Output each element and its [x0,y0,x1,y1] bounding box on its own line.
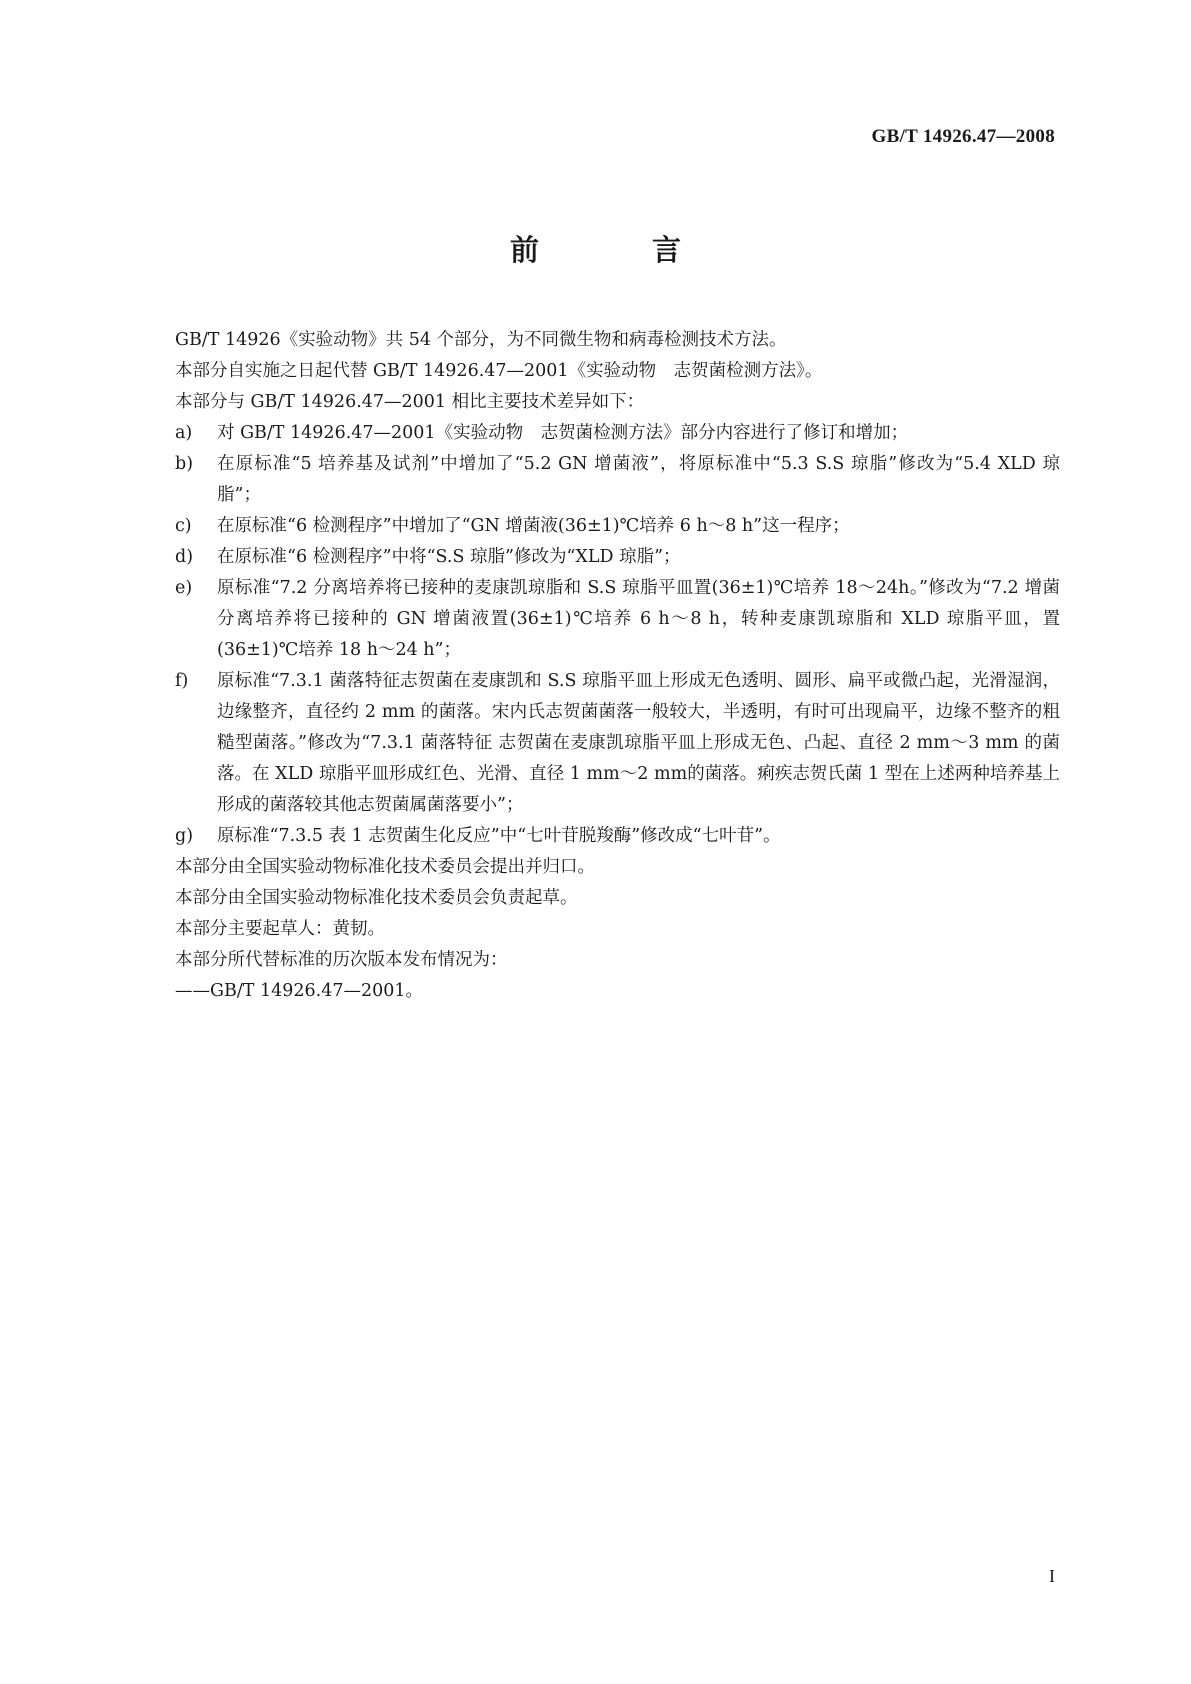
list-item-text: 对 GB/T 14926.47—2001《实验动物 志贺菌检测方法》部分内容进行了修订和增加； [217,423,909,443]
list-item-mark: g) [175,826,194,846]
intro-paragraph: 本部分自实施之日起代替 GB/T 14926.47—2001《实验动物 志贺菌检测方法》。 [175,361,823,381]
list-item-text: 在原标准“6 检测程序”中将“S.S 琼脂”修改为“XLD 琼脂”； [217,547,681,567]
list-item [175,418,1060,449]
list-item-mark: e) [175,578,193,598]
document-body [175,325,1060,1007]
list-item [175,573,1060,666]
list-item-text: 在原标准“5 培养基及试剂”中增加了“5.2 GN 增菌液”，将原标准中“5.3 S.S 琼脂”修改为“5.4 XLD 琼脂”； [217,454,1060,505]
list-item [175,666,1060,821]
page-number: I [1049,1566,1055,1586]
list-item [175,449,1060,511]
list-item-mark: d) [175,547,194,567]
page-title: 前 言 [509,233,723,267]
closing-paragraph: 本部分由全国实验动物标准化技术委员会负责起草。 [175,888,578,908]
list-item [175,821,1060,852]
list-item-mark: f) [175,671,189,691]
intro-paragraph: GB/T 14926《实验动物》共 54 个部分，为不同微生物和病毒检测技术方法。 [175,330,787,350]
list-item-mark: c) [175,516,192,536]
closing-paragraph: 本部分主要起草人：黄韧。 [175,919,385,939]
superseded-version: ——GB/T 14926.47—2001。 [175,981,424,1001]
list-item-text: 原标准“7.3.1 菌落特征志贺菌在麦康凯和 S.S 琼脂平皿上形成无色透明、圆形、扁平或微凸起，光滑湿润，边缘整齐，直径约 2 mm 的菌落。宋内氏志贺菌菌落一般较大，半透明，有时可出现扁平，边缘不整齐的粗糙型菌落。”修改为“7.3.1 菌落特征 志贺菌在麦康凯琼脂平皿上形成无色、凸起、直径 2 mm～3 mm 的菌落。在 XLD 琼脂平皿形成红色、光滑、直径 1 mm～2 mm的菌落。痢疾志贺氏菌 1 型在上述两种培养基上形成的菌落较其他志贺菌属菌落要小”； [217,671,1060,815]
list-item-text: 在原标准“6 检测程序”中增加了“GN 增菌液(36±1)℃培养 6 h～8 h”这一程序； [217,516,850,536]
list-item [175,511,1060,542]
standard-number: GB/T 14926.47—2008 [871,126,1055,147]
list-item-mark: b) [175,454,194,474]
intro-paragraph: 本部分与 GB/T 14926.47—2001 相比主要技术差异如下： [175,392,645,412]
closing-paragraph: 本部分由全国实验动物标准化技术委员会提出并归口。 [175,857,595,877]
list-item-text: 原标准“7.2 分离培养将已接种的麦康凯琼脂和 S.S 琼脂平皿置(36±1)℃培养 18～24h。”修改为“7.2 增菌分离培养将已接种的 GN 增菌液置(36±1)℃培养 6 h～8 h，转种麦康凯琼脂和 XLD 琼脂平皿，置(36±1)℃培养 18 h～24 h”； [217,578,1060,660]
list-item-mark: a) [175,423,193,443]
list-item [175,542,1060,573]
closing-paragraph: 本部分所代替标准的历次版本发布情况为： [175,950,508,970]
list-item-text: 原标准“7.3.5 表 1 志贺菌生化反应”中“七叶苷脱羧酶”修改成“七叶苷”。 [217,826,781,846]
